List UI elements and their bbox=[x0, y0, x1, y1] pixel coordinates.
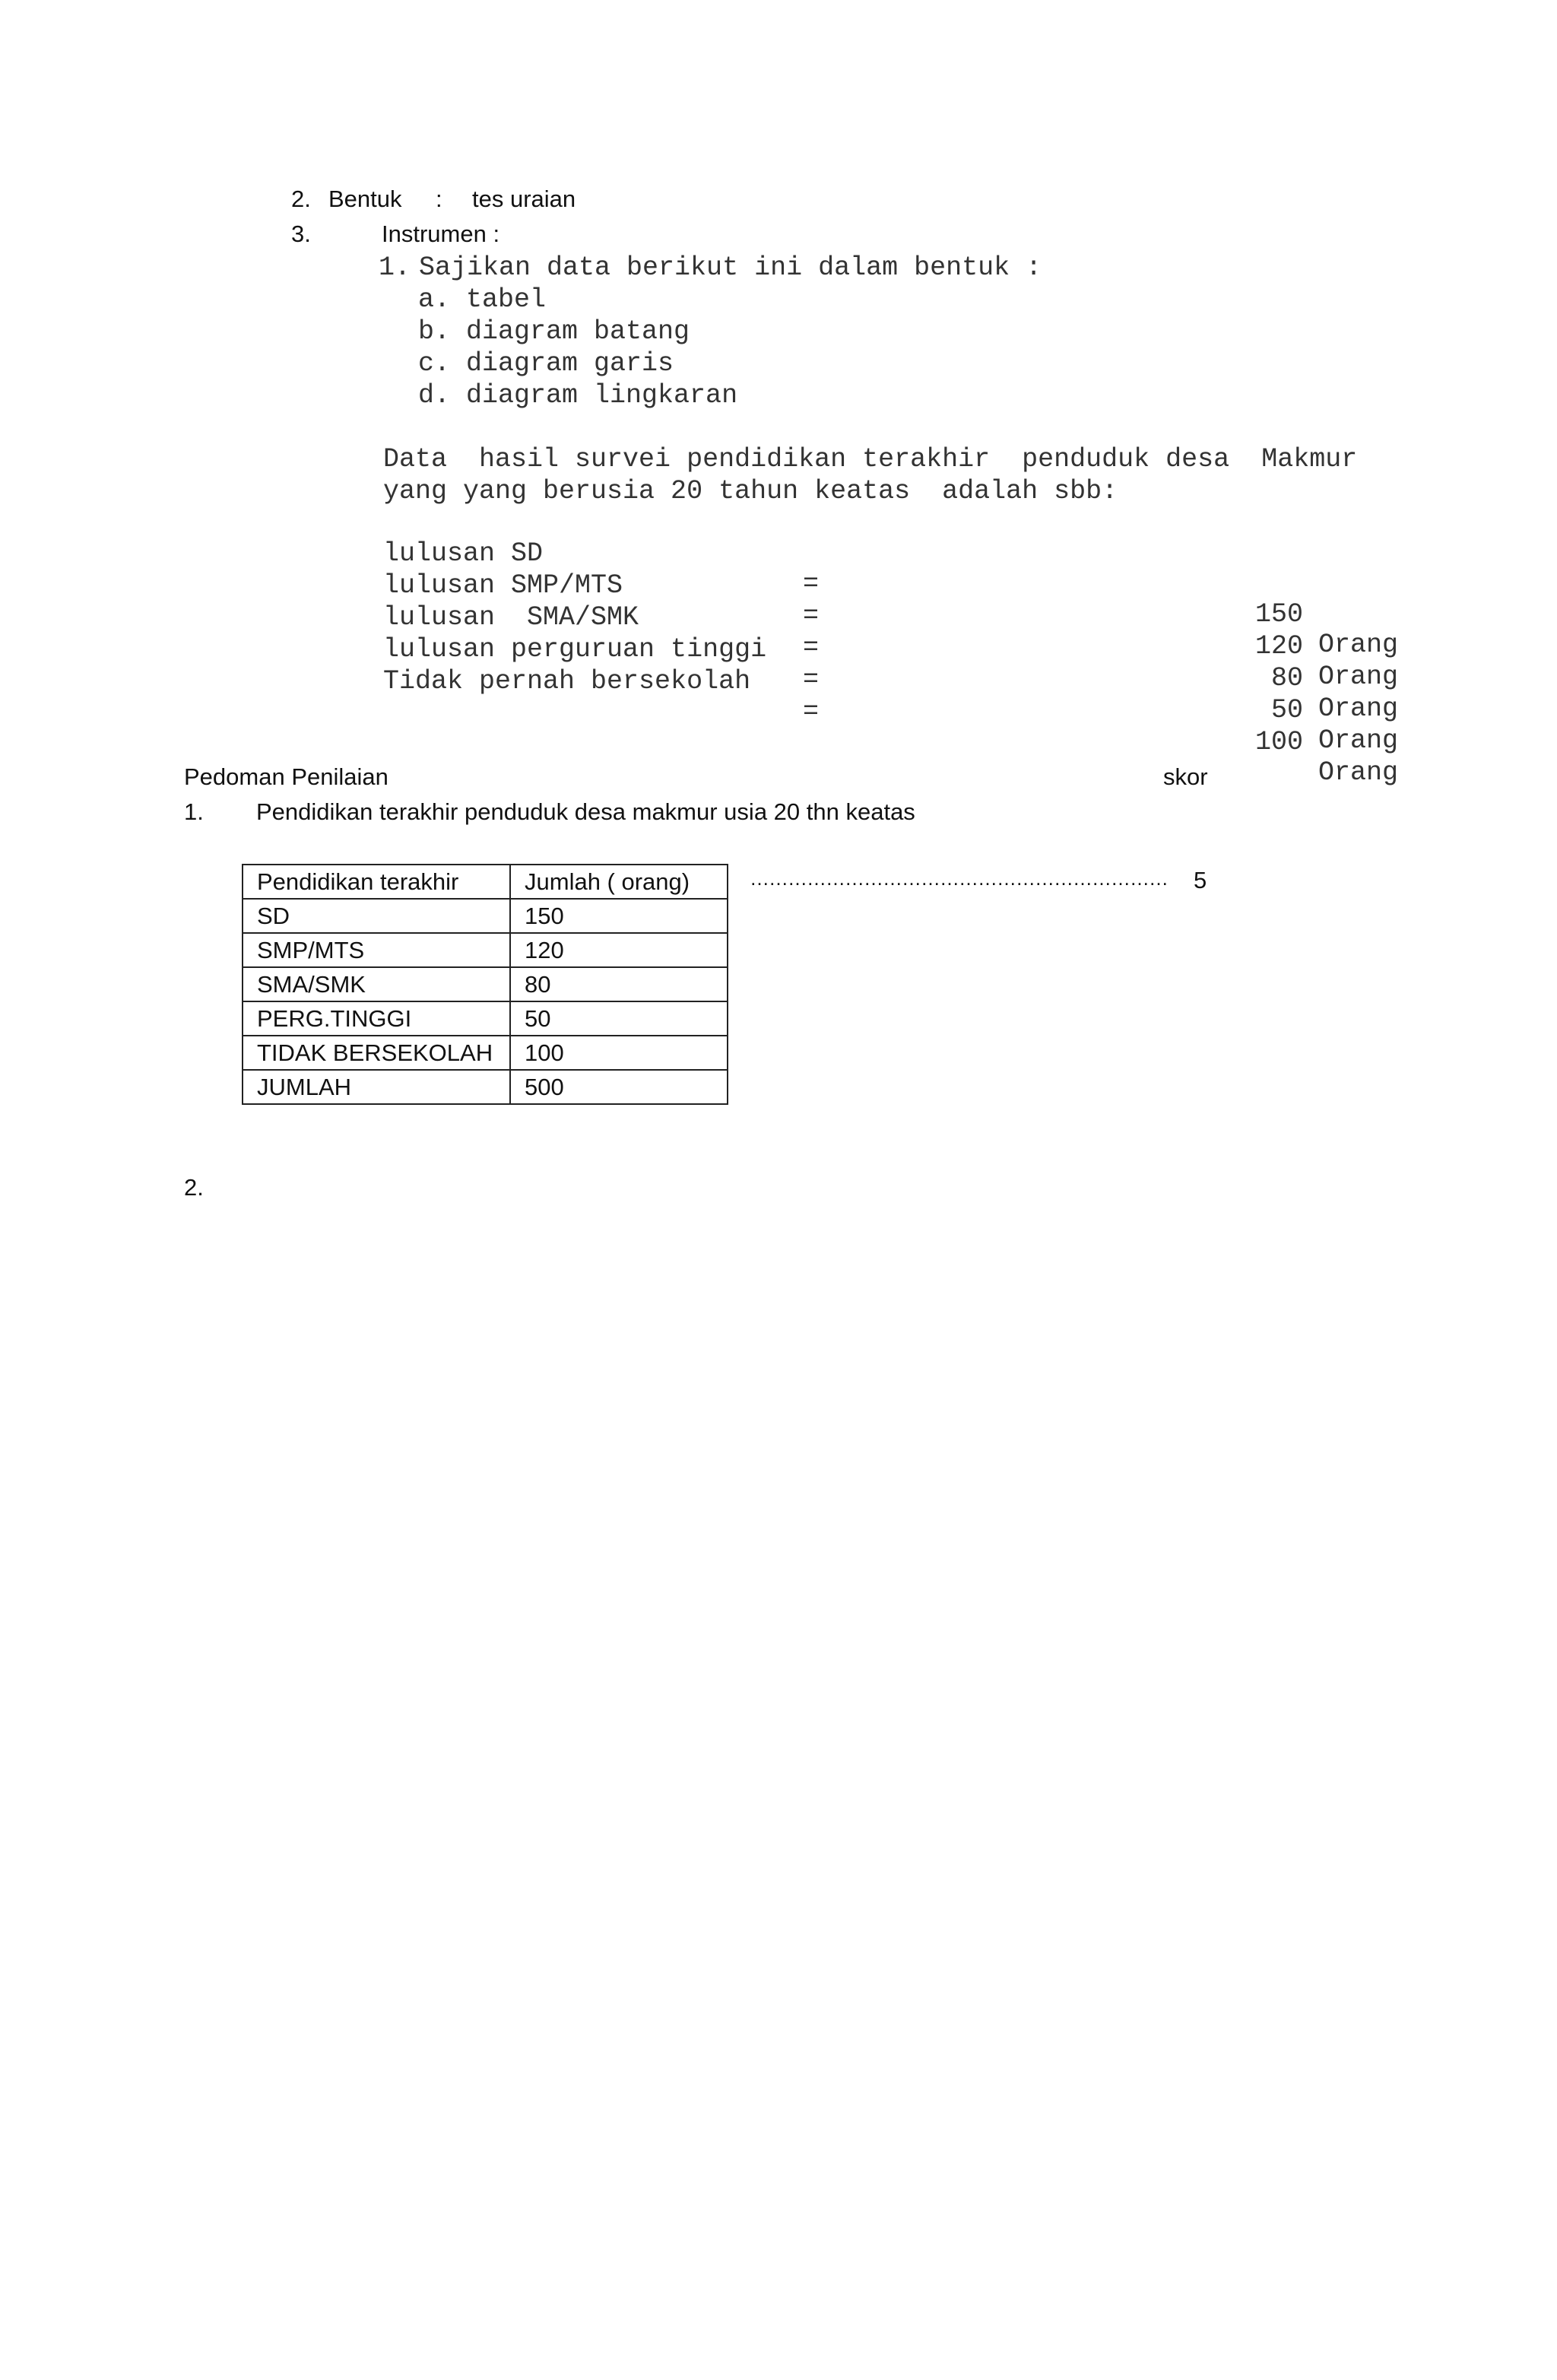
item-2-number: 2. bbox=[291, 186, 311, 212]
table-row bbox=[243, 1036, 728, 1070]
data-row-value: 80 bbox=[1270, 663, 1303, 693]
table-cell: JUMLAH bbox=[243, 1070, 510, 1104]
score-value: 5 bbox=[1194, 867, 1207, 893]
data-row-unit: Orang bbox=[1318, 630, 1399, 660]
data-row-unit: Orang bbox=[1318, 693, 1399, 724]
table-header-cell: Pendidikan terakhir bbox=[243, 865, 510, 899]
item-2-label: Bentuk bbox=[328, 186, 402, 212]
data-row-value: 120 bbox=[1254, 631, 1303, 662]
score-header: skor bbox=[1163, 763, 1208, 790]
table-cell: 100 bbox=[510, 1036, 728, 1070]
table-row bbox=[243, 1070, 728, 1104]
item-3-label: Instrumen : bbox=[382, 221, 500, 247]
data-row-label: lulusan SMP/MTS bbox=[383, 570, 623, 601]
data-row-label: lulusan SD bbox=[383, 538, 544, 569]
data-row-equals: = bbox=[803, 697, 820, 727]
option-a: a. tabel bbox=[418, 284, 547, 315]
question-text: Sajikan data berikut ini dalam bentuk : bbox=[419, 252, 1042, 283]
guide-item-2-number: 2. bbox=[184, 1174, 204, 1201]
table-cell: SD bbox=[243, 899, 510, 933]
table-header-cell: Jumlah ( orang) bbox=[510, 865, 728, 899]
option-b: b. diagram batang bbox=[418, 316, 690, 347]
data-row-equals: = bbox=[803, 633, 820, 663]
data-row-unit: Orang bbox=[1318, 725, 1399, 756]
table-cell: SMP/MTS bbox=[243, 933, 510, 967]
data-row-value: 50 bbox=[1270, 695, 1303, 725]
table-cell: PERG.TINGGI bbox=[243, 1001, 510, 1036]
data-row-unit: Orang bbox=[1318, 662, 1399, 692]
option-d: d. diagram lingkaran bbox=[418, 380, 738, 411]
data-row-value: 100 bbox=[1254, 727, 1303, 757]
education-table bbox=[242, 864, 728, 1105]
data-row-unit: Orang bbox=[1318, 757, 1399, 788]
item-2-colon: : bbox=[436, 186, 442, 212]
guide-item-1-text: Pendidikan terakhir penduduk desa makmur usia 20 thn keatas bbox=[256, 798, 915, 825]
table-row bbox=[243, 899, 728, 933]
item-2-value: tes uraian bbox=[472, 186, 576, 212]
option-c: c. diagram garis bbox=[418, 348, 674, 379]
data-row-equals: = bbox=[803, 569, 820, 599]
guide-item-1-number: 1. bbox=[184, 798, 204, 825]
question-number: 1. bbox=[379, 252, 411, 283]
table-cell: 500 bbox=[510, 1070, 728, 1104]
guide-title: Pedoman Penilaian bbox=[184, 763, 388, 790]
table-cell: 120 bbox=[510, 933, 728, 967]
table-cell: 80 bbox=[510, 967, 728, 1001]
data-row-equals: = bbox=[803, 665, 820, 695]
data-row-label: Tidak pernah bersekolah bbox=[383, 666, 751, 697]
table-row bbox=[243, 933, 728, 967]
table-row bbox=[243, 967, 728, 1001]
data-row-equals: = bbox=[803, 601, 820, 631]
data-row-value: 150 bbox=[1254, 599, 1303, 630]
score-dot-leader: ………………………………………………………… bbox=[750, 867, 1168, 890]
table-cell: TIDAK BERSEKOLAH bbox=[243, 1036, 510, 1070]
survey-intro-line-1: Data hasil survei pendidikan terakhir penduduk desa Makmur bbox=[383, 444, 1358, 474]
table-cell: SMA/SMK bbox=[243, 967, 510, 1001]
item-3-number: 3. bbox=[291, 221, 311, 247]
data-row-label: lulusan SMA/SMK bbox=[383, 602, 639, 633]
survey-intro-line-2: yang yang berusia 20 tahun keatas adalah sbb: bbox=[383, 476, 1118, 506]
table-cell: 150 bbox=[510, 899, 728, 933]
data-row-label: lulusan perguruan tinggi bbox=[383, 634, 767, 665]
table-cell: 50 bbox=[510, 1001, 728, 1036]
table-header-row bbox=[243, 865, 728, 899]
table-row bbox=[243, 1001, 728, 1036]
